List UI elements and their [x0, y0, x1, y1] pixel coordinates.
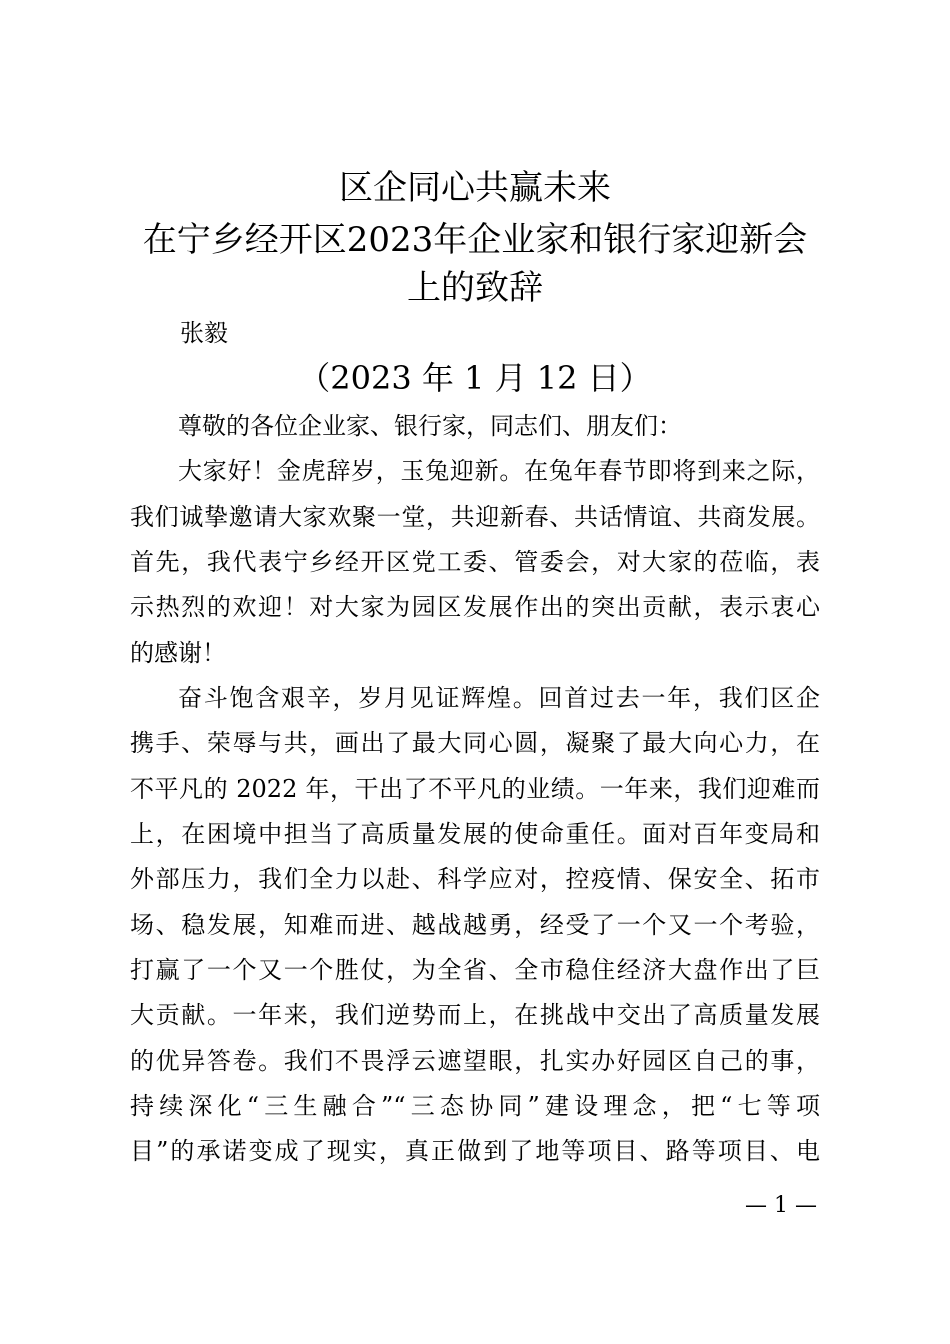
body-line: 奋斗饱含艰辛，岁月见证辉煌。回首过去一年，我们区企 — [178, 684, 820, 712]
body-line: 示热烈的欢迎！对大家为园区发展作出的突出贡献，表示衷心 — [130, 593, 820, 621]
title-line-3: 上的致辞 — [407, 268, 543, 308]
speech-date: （2023 年 1 月 12 日） — [298, 359, 652, 397]
author: 张毅 — [180, 319, 228, 347]
page-number: — 1 — — [745, 1193, 817, 1218]
body-line: 持续深化“三生融合”“三态协同”建设理念，把“七等项 — [130, 1092, 820, 1120]
body-line: 大贡献。一年来，我们逆势而上，在挑战中交出了高质量发展 — [130, 1001, 820, 1029]
salutation: 尊敬的各位企业家、银行家，同志们、朋友们： — [178, 412, 682, 440]
body-line: 大家好！金虎辞岁，玉兔迎新。在兔年春节即将到来之际， — [178, 457, 820, 485]
body-line: 的优异答卷。我们不畏浮云遮望眼，扎实办好园区自己的事， — [130, 1047, 820, 1075]
title-line-2: 在宁乡经开区2023年企业家和银行家迎新会 — [142, 220, 808, 260]
body-line: 的感谢！ — [130, 639, 226, 667]
body-line: 打赢了一个又一个胜仗，为全省、全市稳住经济大盘作出了巨 — [130, 956, 820, 984]
title-line-1: 区企同心共赢未来 — [339, 168, 611, 208]
body-line: 不平凡的 2022 年，干出了不平凡的业绩。一年来，我们迎难而 — [130, 775, 820, 803]
body-line: 我们诚挚邀请大家欢聚一堂，共迎新春、共话情谊、共商发展。 — [130, 503, 820, 531]
body-line: 携手、荣辱与共，画出了最大同心圆，凝聚了最大向心力，在 — [130, 729, 820, 757]
body-line: 目”的承诺变成了现实，真正做到了地等项目、路等项目、电 — [130, 1137, 820, 1165]
body-line: 外部压力，我们全力以赴、科学应对，控疫情、保安全、拓市 — [130, 865, 820, 893]
body-line: 首先，我代表宁乡经开区党工委、管委会，对大家的莅临，表 — [130, 548, 820, 576]
body-line: 上，在困境中担当了高质量发展的使命重任。面对百年变局和 — [130, 820, 820, 848]
body-line: 场、稳发展，知难而进、越战越勇，经受了一个又一个考验， — [130, 911, 820, 939]
